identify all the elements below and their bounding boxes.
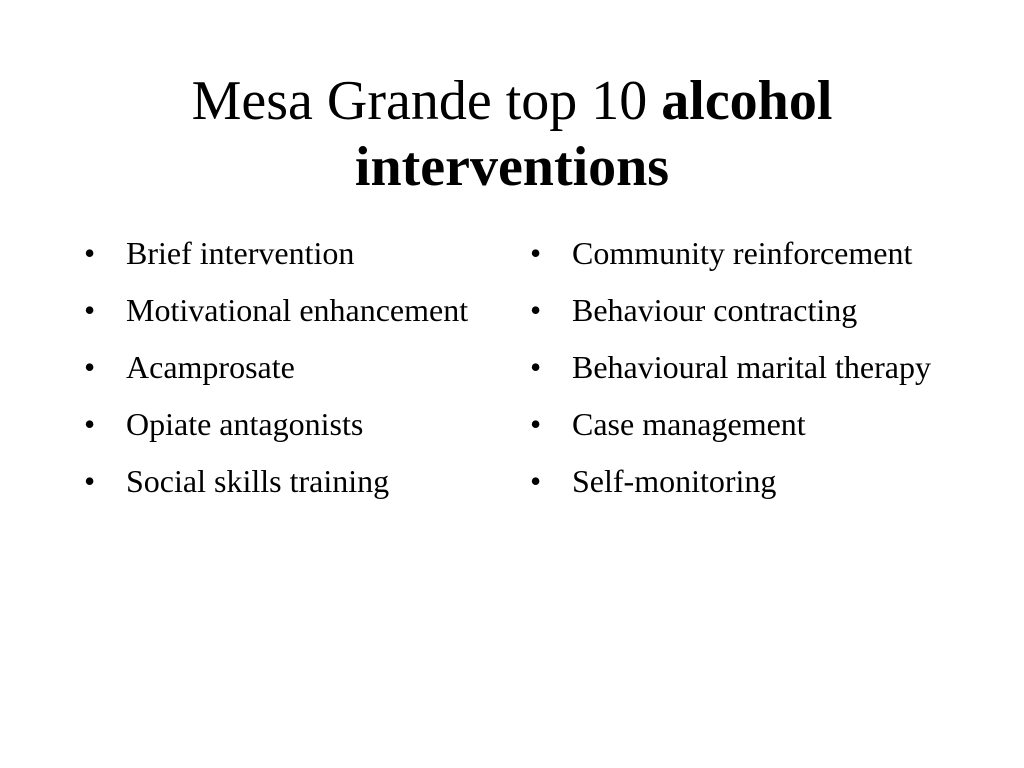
list-item [530, 401, 950, 447]
bullet-icon: • [84, 235, 96, 271]
list-item [84, 230, 504, 276]
list-item [84, 401, 504, 447]
right-bullet-list [530, 230, 950, 515]
slide-title [60, 68, 964, 200]
list-item-label: Opiate antagonists [126, 406, 364, 442]
bullet-icon: • [84, 406, 96, 442]
list-item-label: Acamprosate [126, 349, 295, 385]
list-item [530, 344, 950, 390]
list-item-label: Social skills training [126, 463, 390, 499]
bullet-icon: • [84, 463, 96, 499]
bullet-icon: • [530, 235, 542, 271]
list-item [530, 230, 950, 276]
title-bold-text: alcohol interventions [354, 70, 833, 198]
list-item-label: Behaviour contracting [572, 292, 858, 328]
list-item-label: Brief intervention [126, 235, 355, 271]
list-item [530, 458, 950, 504]
list-item-label: Case management [572, 406, 806, 442]
list-item-label: Behavioural marital therapy [572, 349, 931, 385]
list-item-label: Community reinforcement [572, 235, 913, 271]
list-item-label: Self-monitoring [572, 463, 777, 499]
bullet-icon: • [530, 349, 542, 385]
bullet-icon: • [84, 349, 96, 385]
list-item [530, 287, 950, 333]
list-item [84, 344, 504, 390]
bullet-icon: • [530, 292, 542, 328]
list-item [84, 458, 504, 504]
bullet-icon: • [530, 406, 542, 442]
list-item-label: Motivational enhancement [126, 292, 469, 328]
title-plain-text: Mesa Grande top 10 [191, 70, 662, 132]
bullet-icon: • [530, 463, 542, 499]
bullet-icon: • [84, 292, 96, 328]
list-item [84, 287, 504, 333]
left-bullet-list [84, 230, 504, 515]
